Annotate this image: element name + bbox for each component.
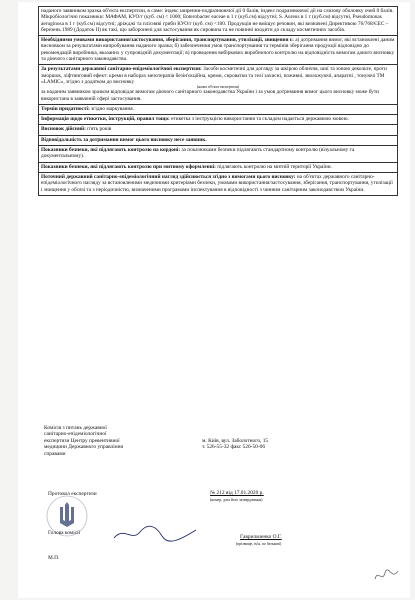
signature-icon	[110, 522, 200, 544]
intro-text: наданого заявником зразка об'єкта експертизи, в саме: індекс ширення-подразнюючої дії 0 балів, індекс подразнюючої дії на слизову оболонку очей 0 балів. Мікробіологічні показники: МАФАМ, КУО/г (куб. см) < 1000; Enterobacter еасеае в 1 г (куб.см) відсутні; S. Aureus в 1 г (куб.см) відсутні, Pseudomonas aeruginosa в 1 г (куб.см) відсутні; дріжджі та пліснявi гриби КУО/г (куб. см) <100. Продукція не вміщує речовин, які визначені Директивою 76/768/ЄЕС – березень 1989 (Додаток II) як такі, що заборонені для застосування як сировина та не повинні входити до складу косметичних засобів.	[41, 8, 394, 33]
border-control-row	[39, 145, 397, 162]
protocol-number: № 212 від 17.01.2020 р.	[210, 490, 264, 496]
address-block	[202, 438, 268, 451]
conclusion-table	[38, 6, 398, 196]
results-text: Засоби косметичні для догляду за шкірою обличчя, шиї та зоною декольте, проти зморшок, ліфтинговий ефект: креми в наборах мезотерапія безін'єкційна, креми, сироватки та гелі захисні, поживні, зволожуючі, апаратні , тонуючі ТМ «LAMIC», згідно з додатком до висновку	[41, 66, 387, 85]
label-info-row	[39, 114, 397, 124]
compliance-text: за наданим заявником зразком відповідає вимогам діючого санітарного законодавства України і за умов дотримання вимог цього висновку може бути використана в заявленій сфері застосування.	[41, 89, 379, 102]
validity-unit: років	[99, 126, 112, 133]
conditions-label: Необхідними умовами використання/застосування, зберігання, транспортування, утилізації, знищення є:	[41, 37, 294, 44]
address-line: м. Київ, вул. Заболотного, 15	[202, 438, 269, 444]
head-name: Гаврильченко О.Г.	[240, 534, 282, 540]
handwritten-note-icon	[372, 565, 402, 585]
head-caption: (прізвище, ім'я, по батькові)	[236, 542, 282, 546]
validity-label: Висновок дійсний:	[41, 126, 86, 133]
document-body	[38, 6, 398, 196]
responsibility-text: Відповідальність за дотримання вимог цього висновку несе заявник.	[41, 136, 207, 143]
shelf-value: згідно маркування.	[91, 105, 134, 112]
customs-label: Показники безпеки, які підлягають контролю при митному оформленні:	[41, 163, 216, 170]
commission-line: Комісія з питань державної	[44, 425, 107, 431]
object-caption: (назва об'єкта експертизи)	[196, 85, 240, 90]
shelf-life-row	[39, 104, 397, 114]
info-label: Інформація щодо етикетки, інструкцій, правил тощо:	[41, 116, 170, 123]
info-value: етикетка з інструкцією використання та складом надається державною мовою.	[171, 116, 349, 123]
responsibility-row	[39, 135, 397, 145]
conditions-row	[39, 35, 397, 64]
commission-line: санітарно-епідеміологічної	[44, 431, 107, 438]
customs-value: підлягають контролю на митній території України.	[217, 163, 332, 170]
mp-label: М.П.	[48, 555, 60, 561]
protocol-label: Протокол експертизи	[48, 491, 97, 497]
customs-control-row	[39, 162, 397, 172]
commission-line: медицини Державного управління	[44, 444, 124, 451]
commission-line: справами	[44, 450, 66, 457]
validity-row	[39, 124, 397, 134]
border-label: Показники безпеки, які підлягають контролю на кордоні:	[41, 147, 181, 154]
intro-row	[39, 7, 397, 35]
border-value: за показниками безпеки підлягають стандартному контролю (візуальному та документальному).	[41, 147, 355, 160]
phone-line: т. 526-55-32 факс 526-50-06	[202, 444, 266, 451]
commission-line: експертизи Центру превентивної	[44, 437, 120, 444]
supervision-value: на об'єктах державного санітарно-епідеміологічного нагляду за встановленими медичними критеріями безпеки, умовами використання/застосування, зберігання, транспортування, утилізації і знищення у обсязі та з періодичністю, визначеними програмами інспектування в відповідності з чинним санітарним законодавством України.	[41, 173, 393, 193]
results-label: За результатами державної санітарно-епідеміологічної експертизи:	[41, 66, 202, 73]
validity-value: п'ять	[87, 126, 99, 133]
shelf-label: Термін придатності:	[41, 105, 90, 112]
head-label: Голова комісії	[48, 530, 81, 536]
protocol-caption: (номер, дата його затвердження)	[210, 498, 263, 502]
commission-block	[44, 425, 123, 457]
supervision-row	[39, 172, 397, 195]
results-row	[39, 64, 397, 103]
conditions-text: а) дотримання вимог, які встановлені даним висновком за результатами випробування наданого зразка; б) забезпечення умов транспортування та термінів зберігання продукції відповідно до рекомендацій виробника, вказаних у супровідній документації; в) проведення вибіркових виробничого контролю на відповідність вимогам даного висновку та діючого санітарного законодавства.	[41, 37, 395, 63]
supervision-label: Поточний державний санітарно-епідеміологічний нагляд здійснюється згідно з вимогами цього висновку:	[41, 173, 296, 180]
